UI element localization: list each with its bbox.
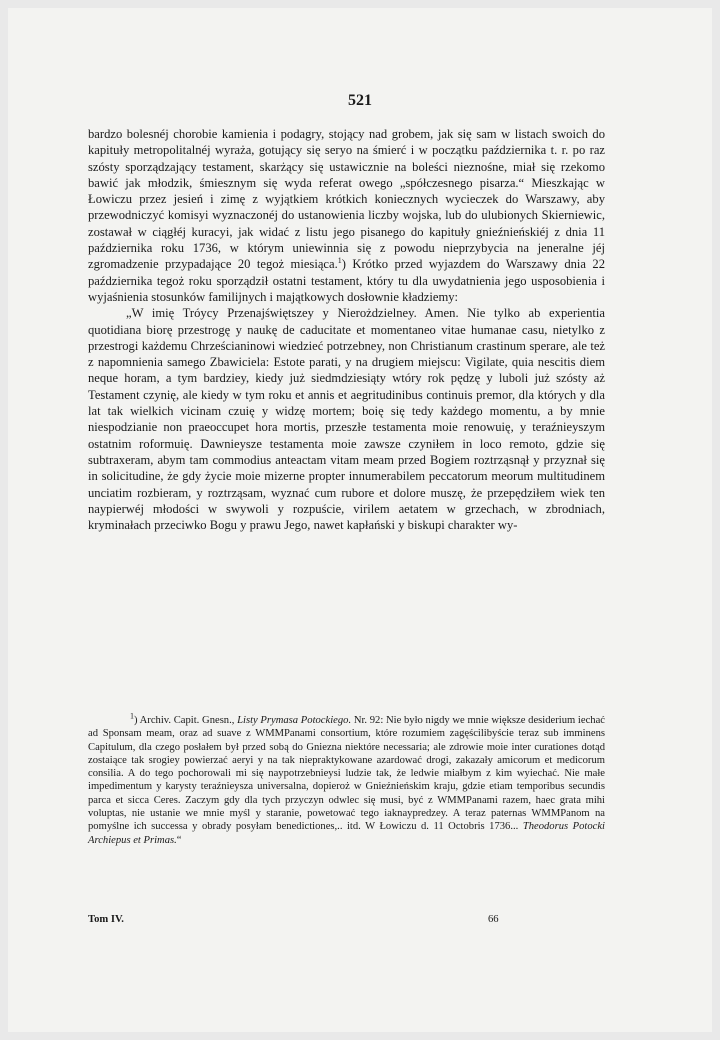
paragraph [88,126,605,305]
footnote-signature: Theodorus Potocki Archiepus et Primas. [88,821,606,846]
footnote-text: Nr. 92: Nie było nigdy we mnie większe desiderium iechać ad Sponsam meam, oraz ad suave z WMMPanami consortium, które rozumiem zagęścilibyście teraz sub imminens Capitulum, dla czego posłałem był przed sobą do Gniezna niektóre necessaria; ale zdrowie moie inter curationes dotąd zostaiące tak srogiey powierzać aeryi y na tak niepraktykowane azardować drogi, zakazały amicorum et medicorum consilia. A do tego pochorowali mi się naypotrzebnieysi ludzie tak, że ledwie miałbym z kim wyiechać. Nie małe impedimentum y karysty teraźnieysza universalna, dopieroż w Gnieźnieńskim kraju, gdzie etiam temporibus secundis parca et sicca Ceres. Zaczym gdy dla tych przyczyn odwlec się musi, być z WMMPanami razem, haec grata mihi voluptas, nie ustanie we mnie myśl y staranie, powetować tego iaknaypredzey. A teraz paternas WMMPanom na pomyślne ich successa y obrady posyłam benedictiones,.. itd. W Łowiczu d. 11 Octobris 1736... [88,715,605,833]
paragraph-text: bardzo bolesnéj chorobie kamienia i podagry, stojący nad grobem, jak się sam w listach swoich do kapituły metropolitalnéj wyraża, gotujący się seryo na śmierć i w początku października t. r. po raz szósty sporządzający testament, skarżący się ustawicznie na boleści nieznośne, miał się rzekomo bawić jak młodzik, śmiesznym się wyda referat owego „spółczesnego pisarza.“ Mieszkając w Łowiczu przez jesień i zimę z wyjątkiem krótkich koniecznych wycieczek do Warszawy, aby przewodniczyć komisyi wyznaczonéj do ustanowienia liczby wojska, lub do ulubionych Skierniewic, zostawał w ciągłéj kuracyi, jak widać z listu jego pisanego do kapituły gnieźnieńskiéj z dnia 11 października roku 1736, w którym uniewinnia się z powodu nieprzybycia na jeneralne jéj zgromadzenie przypadające 20 tegoż miesiąca. [88,127,605,272]
footnote-reference: 1 [337,256,342,266]
footnote-title: Listy Prymasa Potockiego. [237,715,352,726]
footnote-text: “ [176,834,182,846]
footnote-paragraph [88,711,606,847]
testament-quote: „W imię Tróycy Przenajświętszey y Nierożdzielney. Amen. Nie tylko ab experientia quotidiana biorę przestrogę y naukę de caducitate et momentaneo vitae humanae casu, nietylko z przestrogi każdemu Chrześcianinowi wiedzieć potrzebney, non Christianum crastinum sperare, ale też z napomnienia samego Zbawiciela: Estote parati, y na drugiem miejscu: Vigilate, quia nescitis diem neque horam, a tym bardziey, kiedy już siedmdziesiąty wtóry rok pędzę y luboli już szósty aż Testament czynię, ale kiedy w tym roku et annis et aegritudinibus continuis premor, dla których y dla lat tak wielkich vicinam czuię y widzę mortem; boię się tedy każdego momentu, a by mnie niespodzianie non praeoccupet hora mortis, przeszłe testamenta moie renowuię, y teraźnieyszym ostatnim roformuię. Dawnieysze testamenta moie zawsze czyniłem in loco remoto, gdzie się subtraxeram, abym tam commodius anteactam vitam meam przed Bogiem roztrząsnął y przyznał się in solicitudine, że gdy życie moie mizerne propter innumerabilem peccatorum meorum multitudinem unciatim rozbieram, y roztrząsam, wyznać cum rubore et dolore muszę, że przepędziłem wiek ten naypierwéj młodości w swywoli y rozpuście, virilem aetatem w grzechach, w zbrodniach, kryminałach przeciwko Bogu y prawu Jego, nawet kapłański y biskupi charakter wy- [88,306,605,533]
volume-signature: Tom IV. [88,914,124,925]
main-text [88,126,605,533]
paragraph-text: ) Krótko przed wyjazdem do Warszawy dnia 22 października tegoż roku sporządził ostatni testament, który tu dla uwydatnienia jego usposobienia i wyjaśnienia stosunków familijnych i majątkowych dosłownie kładziemy: [88,257,606,304]
sheet-number: 66 [488,914,499,925]
bottom-line [88,914,605,930]
footnote-text: ) Archiv. Capit. Gnesn., [134,715,238,726]
footnote [88,711,606,847]
page-number: 521 [348,92,372,109]
document-page [8,8,712,1032]
footnote-marker: 1 [130,711,134,721]
